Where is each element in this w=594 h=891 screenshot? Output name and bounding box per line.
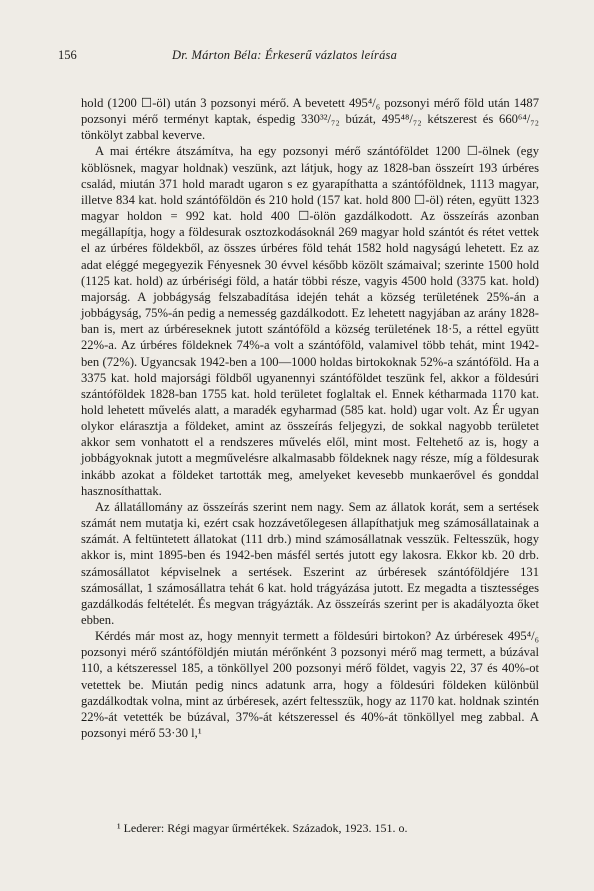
running-title: Dr. Márton Béla: Érkeserű vázlatos leírása	[172, 48, 398, 62]
paragraph: Az állatállomány az összeírás szerint nem nagy. Sem az állatok korát, sem a sertések számát nem mutatja ki, ezért csak hozzávetőlegesen állapíthatjuk meg számosállatainak a számát. A feltüntetett állatokat (111 drb.) mind számosállatnak vesszük. Feltesszük, hogy akkor is, mint 1895-ben és 1942-ben másfél sertés jutott egy lakosra. Ekkor kb. 20 drb. számosállatot képviselnek a sertések. Eszerint az úrbéresek szántóföldjére 131 számosállat, 1 számosállatra tehát 6 kat. hold trágyázása jutott. Ez megadta a tisztességes gazdálkodás feltételét. És megvan trágyázták. Az összeírás szerint per is akadályozta őket ebben.	[81, 499, 539, 627]
page-number: 156	[58, 48, 77, 62]
paragraph: Kérdés már most az, hogy mennyit termett a földesúri birtokon? Az úrbéresek 495⁴/₆ pozsonyi mérő szántóföldjén miután mérőnként 3 pozsonyi mérő mag termett, a búzával 110, a kétszeressel 185, a tönköllyel 200 pozsonyi mérő földet, vagyis 22, 37 és 40%-ot vetettek be. Miután pedig nincs adatunk arra, hogy a földesúri földeken különbül gazdálkodtak volna, mint az úrbéresek, azért feltesszük, hogy az 1170 kat. holdnak szintén 22%-át vetették be búzával, 37%-át kétszeressel és 40%-át tönköllyel meg zabbal. A pozsonyi mérő 53·30 l,¹	[81, 629, 539, 741]
paragraph: A mai értékre átszámítva, ha egy pozsonyi mérő szántóföldet 1200 ☐-ölnek (egy köblösnek, magyar holdnak) veszünk, azt látjuk, hogy az 1828-ban összeírt 193 úrbéres család, miután 371 hold maradt ugaron s ez gyarapíthatta a szántóföldnek, 1113 magyar, illetve 834 kat. hold szántóföldön és 210 hold (157 kat. hold 800 ☐-öl) réten, együtt 1323 magyar holdon = 992 kat. hold 400 ☐-ölön gazdálkodott. Az összeírás azonban megállapítja, hogy a földesurak osztozkodásoknál 269 magyar hold szántót és rétet vettek el az úrbéres földekből, az összes úrbéres föld tehát 1582 hold nagyságú lehetett. Ez az adat eléggé megegyezik Fényesnek 30 évvel később közölt számaival; szerinte 1500 hold (1125 kat. hold) az úrbériségi föld, a határ többi része, vagyis 4500 hold (3375 kat. hold) majorság. A jobbágyság felszabadítása idején tehát a község területének 25%-án a jobbágyság, 75%-án pedig a nemesség gazdálkodott. Ez lehetett nagyjában az arány 1828-ban is, mert az úrbéreseknek jutott szántóföld a község területének 18·5, a réttel együtt 22%-a. Az úrbéres földeknek 74%-a volt a szántóföld, valamivel több tehát, mint 1942-ben (72%). Ugyancsak 1942-ben a 100—1000 holdas birtokoknak 52%-a szántóföld. Ha a 3375 kat. hold majorsági földből ugyanennyi szántóföldet teszünk fel, akkor a földesúri szántóföldek 1828-ban 1755 kat. hold területet foglaltak el. Ennek kétharmada 1170 kat. hold lehetett művelés alatt, a maradék egyharmad (585 kat. hold) ugar volt. Az Ér ugyan olykor elárasztja a földeket, amint az összeírás feljegyzi, de sokkal nagyobb területet akkor sem vonhatott el a rendszeres művelés elől, mint most. Feltehető az is, hogy a jobbágyoknak jutott a megművelésre alkalmasabb földeknek nagy része, míg a földesurak inkább azokat a földeket tartották meg, amelyeket kevesebb munkaerővel és gonddal hasznosíthattak.	[81, 144, 539, 498]
body-text	[81, 95, 539, 741]
footnote: ¹ Lederer: Régi magyar űrmértékek. Századok, 1923. 151. o.	[117, 821, 408, 835]
paragraph: hold (1200 ☐-öl) után 3 pozsonyi mérő. A bevetett 495⁴/₆ pozsonyi mérő föld után 1487 pozsonyi mérő terményt kaptak, éspedig 330³²/₇₂ búzát, 495⁴⁸/₇₂ kétszerest és 660⁶⁴/₇₂ tönkölyt zabbal keverve.	[81, 96, 539, 143]
